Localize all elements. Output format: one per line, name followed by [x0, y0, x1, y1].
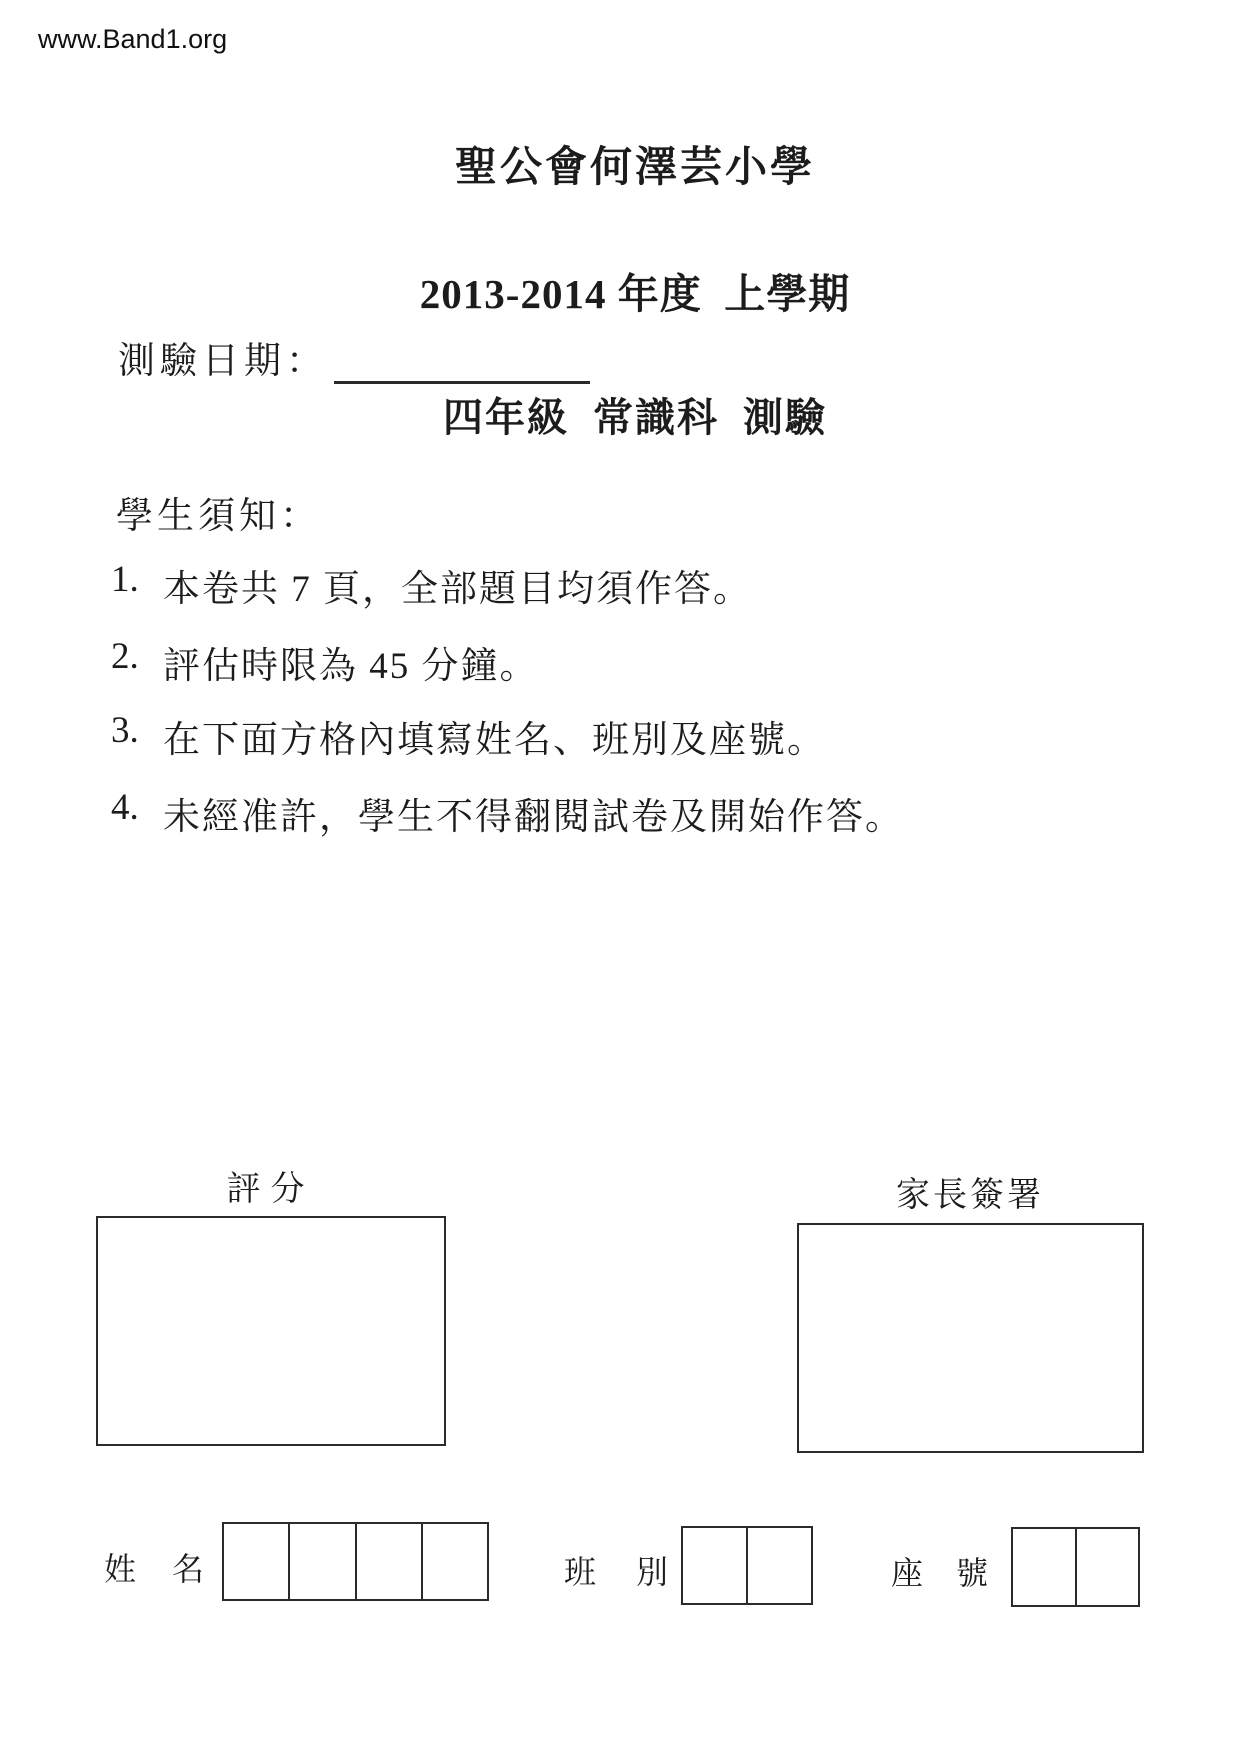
notice-item-3	[111, 709, 826, 763]
name-cell-1[interactable]	[224, 1524, 288, 1599]
class-label-char-1: 班	[564, 1554, 597, 1590]
parent-signature-box[interactable]	[797, 1223, 1144, 1453]
notice-item-text: 評估時限為 45 分鐘。	[163, 646, 539, 687]
class-cell-2[interactable]	[746, 1528, 811, 1603]
name-cell-2[interactable]	[288, 1524, 354, 1599]
class-label-char-2: 別	[636, 1554, 669, 1590]
seat-input-grid	[1011, 1527, 1140, 1607]
student-notes-heading: 學生須知：	[116, 496, 321, 537]
seat-label-char-2: 號	[956, 1555, 989, 1591]
seat-field-label	[891, 1548, 988, 1594]
notice-item-2	[111, 635, 539, 689]
test-date-label: 測驗日期：	[118, 341, 328, 382]
test-date-blank-line[interactable]	[334, 337, 590, 384]
school-name: 聖公會何澤芸小學	[454, 145, 815, 191]
notice-item-text: 未經准許，學生不得翻閱試卷及開始作答。	[163, 797, 904, 838]
name-cell-4[interactable]	[421, 1524, 487, 1599]
name-label-char-1: 姓	[104, 1551, 137, 1587]
notice-item-number: 1.	[111, 559, 139, 600]
name-field-label	[104, 1544, 204, 1590]
name-cell-3[interactable]	[355, 1524, 421, 1599]
score-box[interactable]	[96, 1216, 446, 1446]
grade-subject-exam: 四年級 常識科 測驗	[443, 395, 827, 440]
seat-label-char-1: 座	[891, 1555, 924, 1591]
notice-item-number: 2.	[111, 636, 139, 677]
class-input-grid	[681, 1526, 813, 1605]
score-box-label: 評分	[226, 1171, 315, 1208]
notice-item-1	[111, 558, 752, 612]
notice-item-text: 在下面方格內填寫姓名、班別及座號。	[163, 720, 826, 761]
seat-cell-1[interactable]	[1013, 1529, 1075, 1605]
name-label-char-2: 名	[172, 1551, 205, 1587]
notice-item-number: 3.	[111, 710, 139, 751]
class-field-label	[564, 1547, 668, 1593]
name-input-grid	[222, 1522, 489, 1601]
school-year-term: 2013-2014 年度 上學期	[419, 271, 851, 317]
class-cell-1[interactable]	[683, 1528, 746, 1603]
seat-cell-2[interactable]	[1075, 1529, 1139, 1605]
notice-item-text: 本卷共 7 頁，全部題目均須作答。	[163, 569, 752, 610]
exam-header	[0, 98, 1240, 461]
notice-item-number: 4.	[111, 787, 139, 828]
watermark-url: www.Band1.org	[38, 24, 228, 54]
parent-signature-label: 家長簽署	[896, 1177, 1044, 1214]
test-date-row	[118, 330, 590, 384]
notice-item-4	[111, 786, 904, 840]
